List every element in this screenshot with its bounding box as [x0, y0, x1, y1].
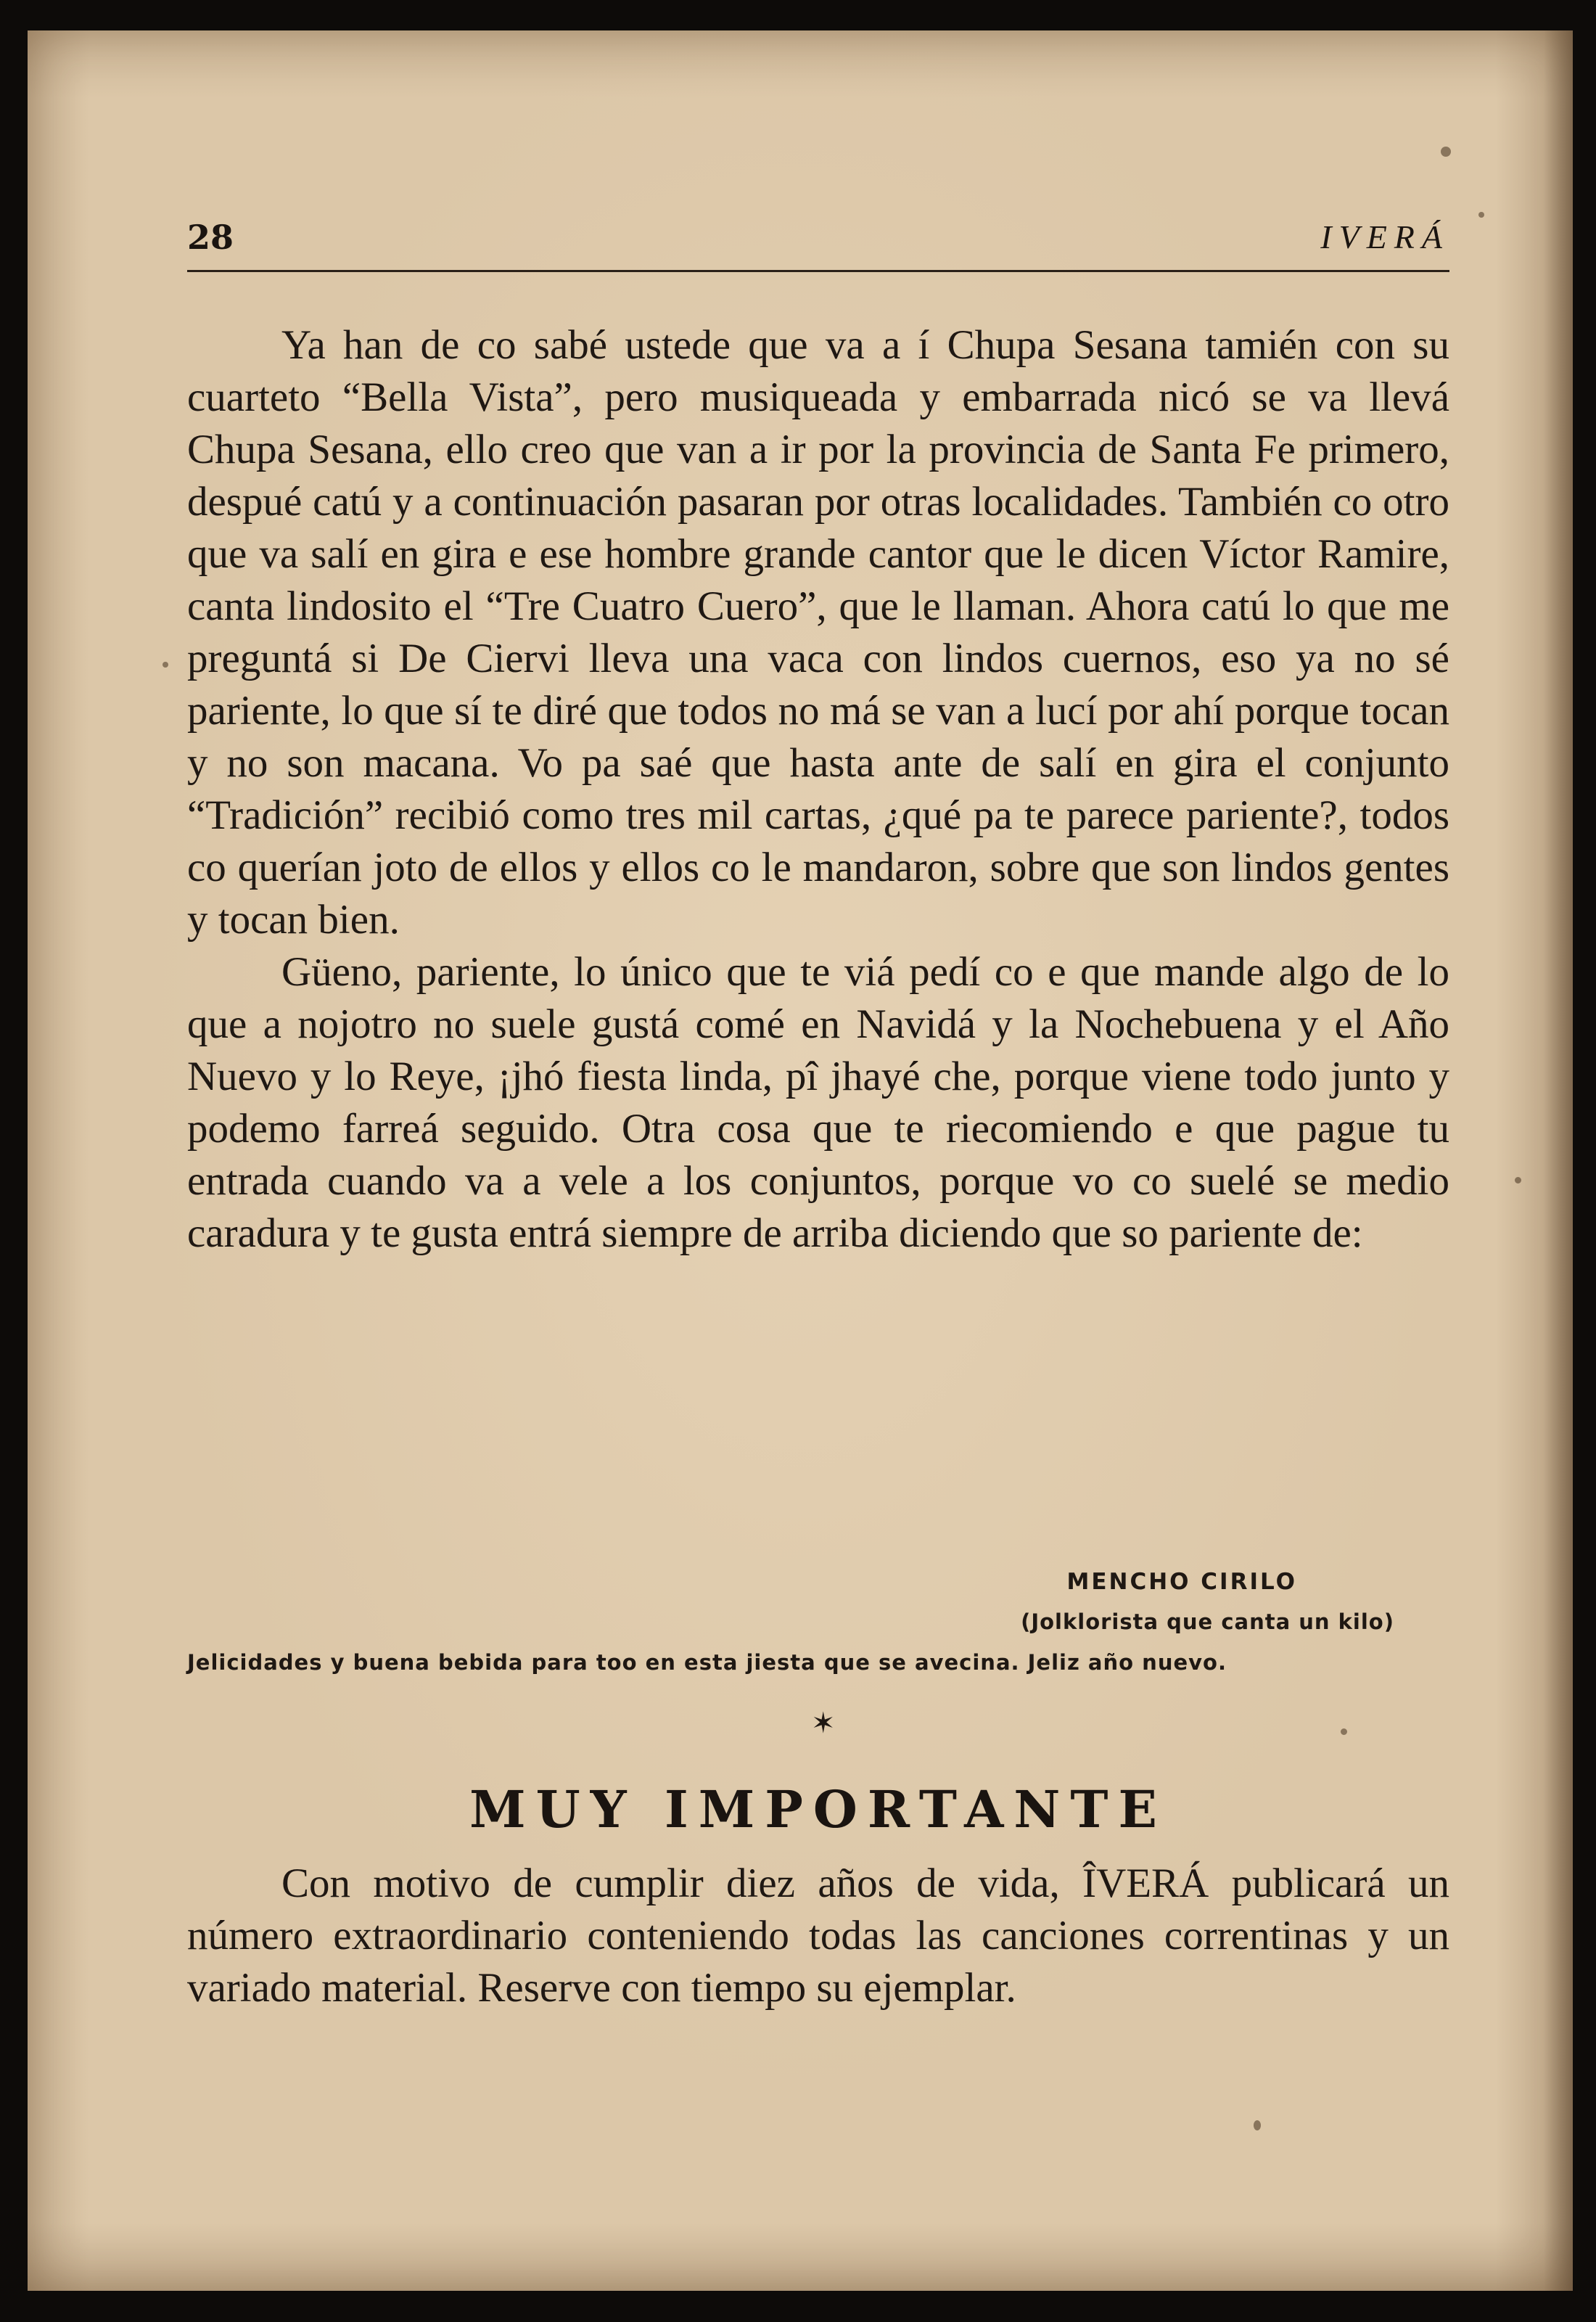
paper-speck — [1441, 147, 1451, 157]
page-edge-shadow — [1544, 30, 1573, 2291]
signature-name: MENCHO CIRILO — [1066, 1569, 1297, 1595]
paper-speck — [1515, 1177, 1521, 1183]
signature-role: (Jolklorista que canta un kilo) — [1021, 1609, 1394, 1634]
article-paragraph: Ya han de co sabé ustede que va a í Chupa Sesana tamién con su cuarteto “Bella Vista”, pero musiqueada y embarrada nicó se va llevá Chupa Sesana, ello creo que van a ir por la provincia de Santa Fe primero, despué catú y a continuación pasaran por otras localidades. También co otro que va salí en gira e ese hombre grande cantor que le dicen Víctor Ramire, canta lindosito el “Tre Cuatro Cuero”, que le llaman. Ahora catú lo que me preguntá si De Ciervi lleva una vaca con lindos cuernos, eso ya no sé pariente, lo que sí te diré que todos no má se van a lucí por ahí porque tocan y no son macana. Vo pa saé que hasta ante de salí en gira el conjunto “Tradición” recibió como tres mil cartas, ¿qué pa te parece pariente?, todos co querían joto de ellos y ellos co le mandaron, sobre que son lindos gentes y tocan bien. — [187, 322, 1449, 943]
article-paragraph: Güeno, pariente, lo único que te viá pedí co e que mande algo de lo que a nojotro no suele gustá comé en Navidá y la Nochebuena y el Año Nuevo y lo Reye, ¡jhó fiesta linda, pî jhayé che, porque viene todo junto y podemo farreá seguido. Otra cosa que te riecomiendo e que pague tu entrada cuando va a vele a los conjuntos, porque vo co suelé se medio caradura y te gusta entrá siempre de arriba diciendo que so pariente de: — [187, 949, 1449, 1256]
paper-speck — [1478, 212, 1484, 218]
page-number: 28 — [187, 218, 234, 257]
paper-speck — [1254, 2120, 1261, 2130]
separator-star-icon: ✶ — [811, 1707, 836, 1740]
paper-speck — [163, 662, 168, 668]
page-header — [187, 218, 1449, 276]
article-body — [187, 319, 1449, 1260]
header-rule — [187, 270, 1449, 272]
notice-title: MUY IMPORTANTE — [469, 1779, 1167, 1839]
paper-speck — [1341, 1728, 1347, 1735]
holiday-greeting: Jelicidades y buena bebida para too en esta jiesta que se avecina. Jeliz año nuevo. — [187, 1650, 1227, 1675]
notice-text: Con motivo de cumplir diez años de vida, ÎVERÁ publicará un número extraordinario conteniendo todas las canciones correntinas y un variado material. Reserve con tiempo su ejemplar. — [187, 1861, 1449, 2011]
running-title: IVERÁ — [1320, 218, 1449, 255]
